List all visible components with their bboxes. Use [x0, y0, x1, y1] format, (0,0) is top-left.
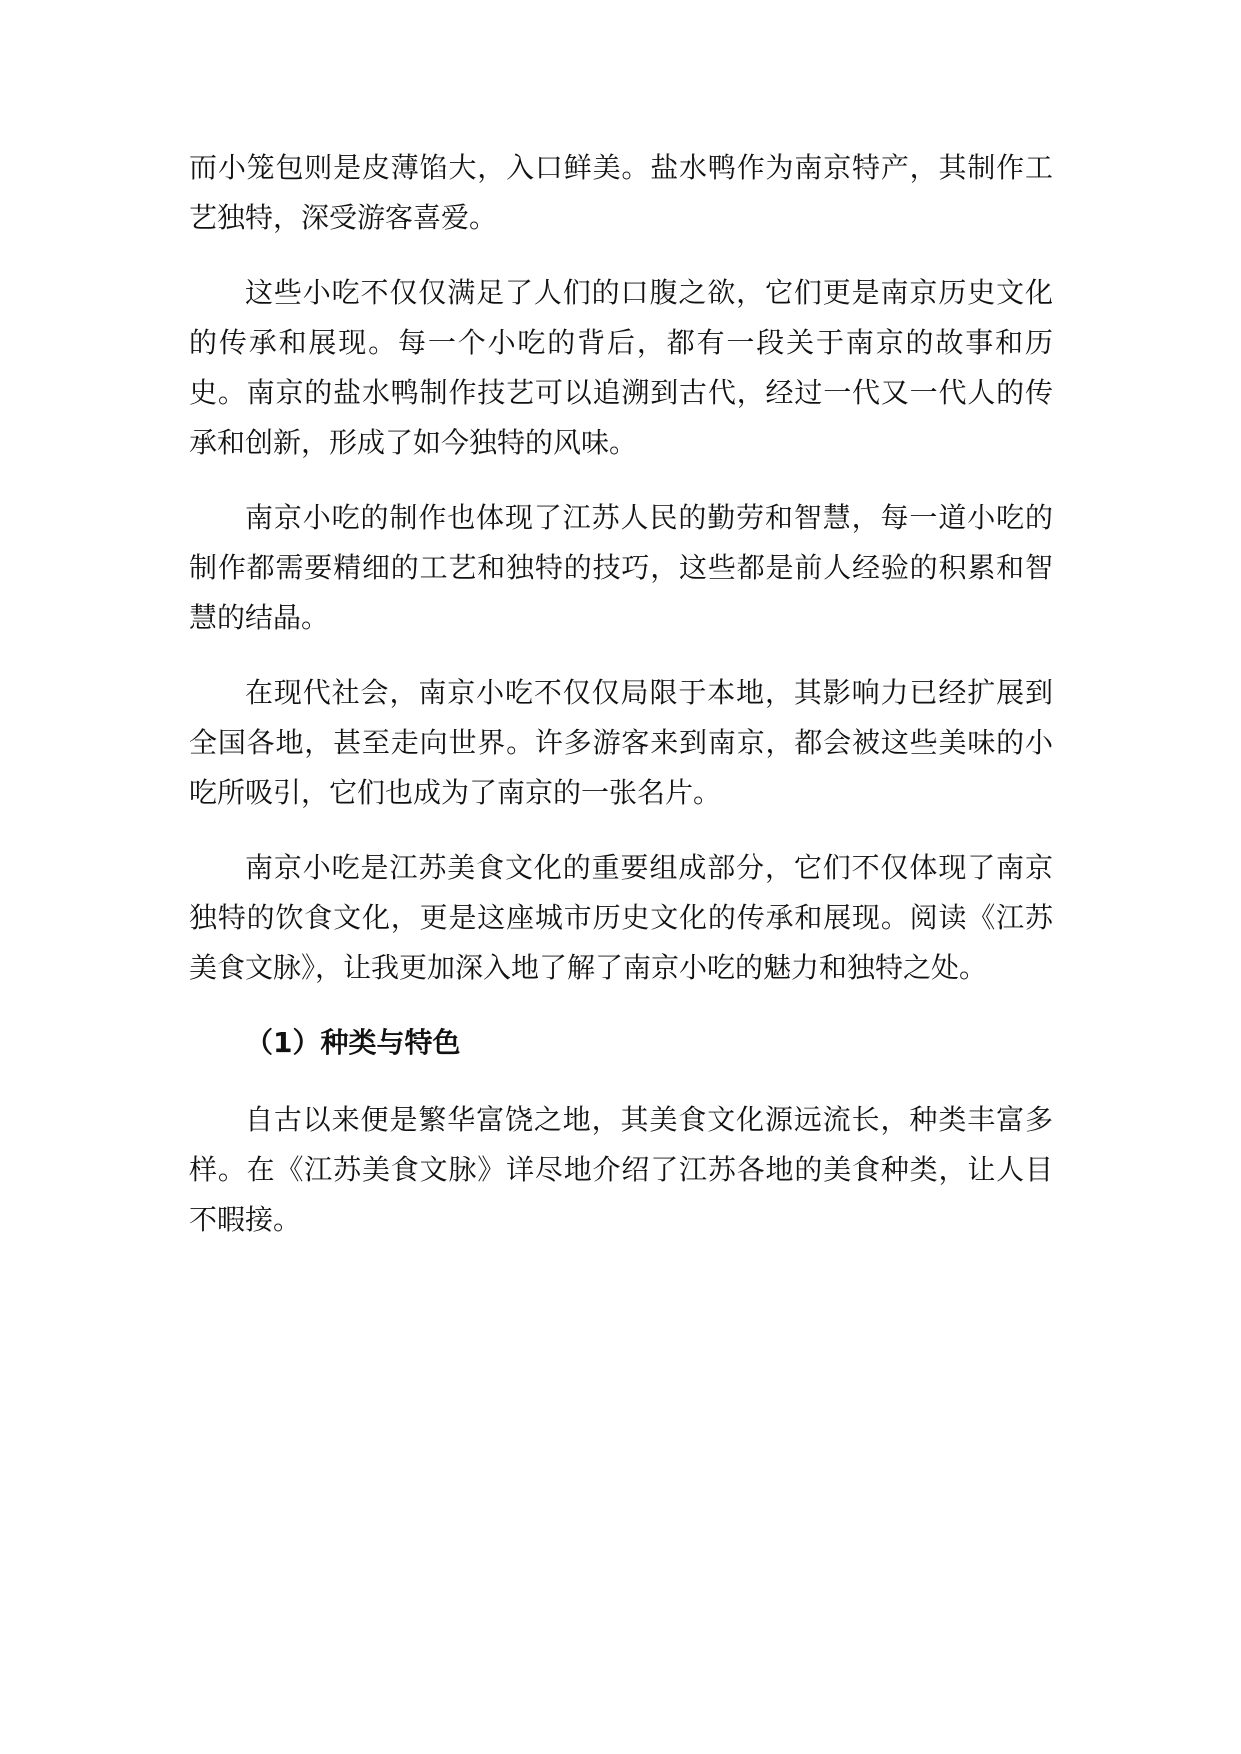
- section-heading: （1）种类与特色: [245, 1026, 461, 1059]
- paragraph-continued: 而小笼包则是皮薄馅大，入口鲜美。盐水鸭作为南京特产，其制作工艺独特，深受游客喜爱。: [189, 151, 1053, 234]
- paragraph: 这些小吃不仅仅满足了人们的口腹之欲，它们更是南京历史文化的传承和展现。每一个小吃的背后，都有一段关于南京的故事和历史。南京的盐水鸭制作技艺可以追溯到古代，经过一代又一代人的传承和创新，形成了如今独特的风味。: [189, 276, 1053, 459]
- paragraph: 南京小吃是江苏美食文化的重要组成部分，它们不仅体现了南京独特的饮食文化，更是这座城市历史文化的传承和展现。阅读《江苏美食文脉》，让我更加深入地了解了南京小吃的魅力和独特之处。: [189, 851, 1053, 984]
- paragraph: 南京小吃的制作也体现了江苏人民的勤劳和智慧，每一道小吃的制作都需要精细的工艺和独特的技巧，这些都是前人经验的积累和智慧的结晶。: [189, 501, 1053, 634]
- paragraph: 在现代社会，南京小吃不仅仅局限于本地，其影响力已经扩展到全国各地，甚至走向世界。许多游客来到南京，都会被这些美味的小吃所吸引，它们也成为了南京的一张名片。: [189, 676, 1053, 809]
- paragraph: 自古以来便是繁华富饶之地，其美食文化源远流长，种类丰富多样。在《江苏美食文脉》详尽地介绍了江苏各地的美食种类，让人目不暇接。: [189, 1103, 1053, 1236]
- text-column: [189, 143, 1053, 1270]
